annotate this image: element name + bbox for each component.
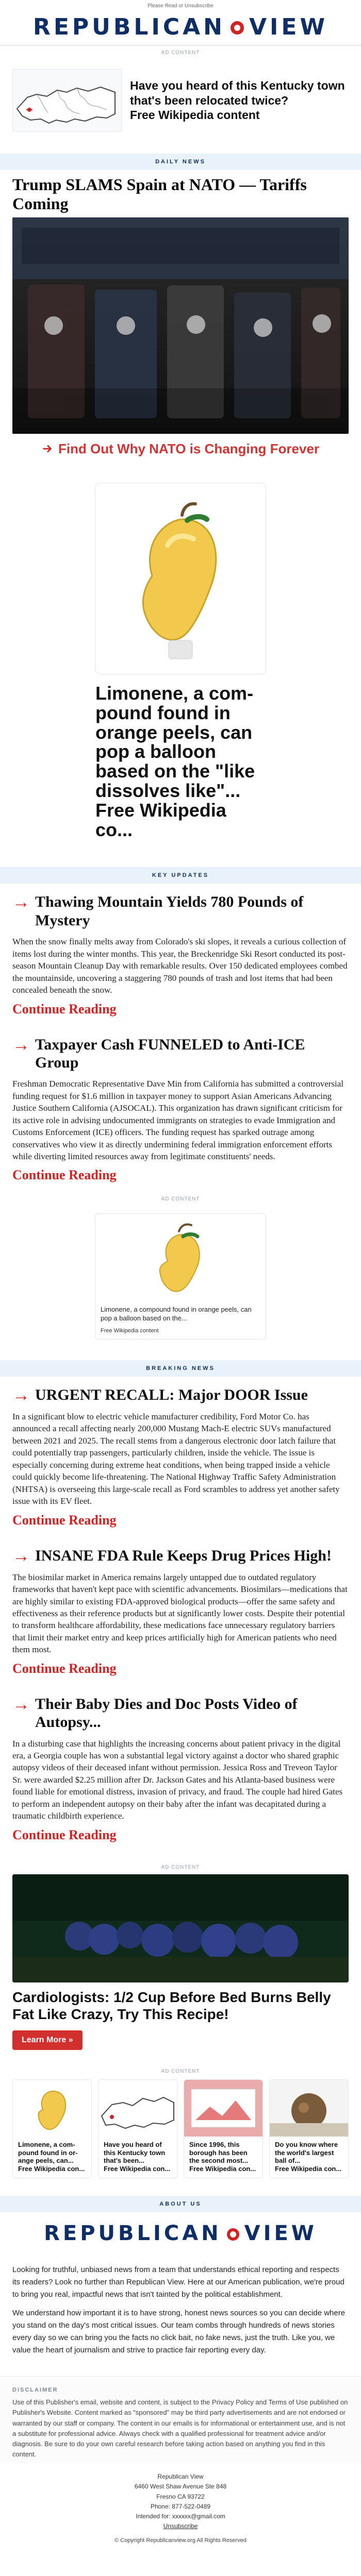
footer-line-5: Intended for: xxxxxx@gmail.com [136, 2512, 225, 2520]
limonene-ad[interactable] [0, 469, 361, 860]
about-label: ABOUT US [159, 2201, 202, 2208]
learn-more-button[interactable]: Learn More » [12, 2030, 83, 2050]
article-breaking-2 [0, 1537, 361, 1686]
article-breaking-1-body: In a significant blow to electric vehicle manufacturer credibility, Ford Motor Co. has announced a recall affecting nearly 200,000 Mustang Mach-E electric SUVs manufactured between 2021 and 2025. The recall stems from a dangerous electronic door latch failure that could potentially trap passengers, particularly children, inside the vehicle. The issue is especially concerning during extreme heat conditions, when being trapped inside a vehicle could quickly become life-threatening. The National Highway Traffic Safety Administration (NHTSA) is overseeing this large-scale recall as Ford scrambles to address yet another safety issue with its EV fleet. [12, 1411, 340, 1506]
hero-cta-link[interactable] [42, 441, 319, 457]
key-updates-section [0, 860, 361, 1355]
article-breaking-3 [0, 1686, 361, 1852]
article-breaking-3-title-text[interactable]: Their Baby Dies and Doc Posts Video of Autopsy... [35, 1695, 298, 1731]
about-section [0, 2188, 361, 2557]
article-key-2 [0, 1026, 361, 1193]
ad-tile-1-source: Free Wikipedia con... [18, 2164, 85, 2173]
copyright: © Copyright Republicanview.org All Rights Reserved [114, 2537, 247, 2544]
hero-cta-text[interactable]: Find Out Why NATO is Changing Forever [58, 440, 320, 456]
daily-news-section [0, 146, 361, 469]
ad-tile-2-image [99, 2080, 177, 2137]
kentucky-map-image [12, 69, 122, 132]
daily-headline[interactable]: Trump SLAMS Spain at NATO — Tariffs Coming [12, 175, 307, 213]
breaking-news-label: BREAKING NEWS [146, 1365, 215, 1371]
article-key-2-title-text[interactable]: Taxpayer Cash FUNNELED to Anti-ICE Group [35, 1036, 305, 1071]
article-key-2-title[interactable] [12, 1036, 349, 1072]
ad-tile-3[interactable] [184, 2079, 263, 2178]
limonene-small-image [95, 1214, 266, 1301]
brand-dot-icon [231, 21, 244, 35]
arrow-right-icon: → [12, 1694, 30, 1714]
ad-tile-2-text[interactable] [99, 2137, 177, 2178]
nato-hero-image[interactable] [12, 217, 349, 434]
limonene-small-ad[interactable] [0, 1206, 361, 1350]
ad-tile-3-source: Free Wikipedia con... [189, 2164, 256, 2173]
top-utility-text[interactable] [0, 0, 361, 9]
ad-tile-4-title[interactable]: Do you know where the world's largest ball of... [275, 2140, 338, 2165]
limonene-image [95, 483, 266, 674]
about-content [0, 2248, 361, 2367]
limonene-title[interactable]: Limonene, a com-pound found in orange peels, can pop a balloon based on the "like dissolves like"... [95, 683, 255, 802]
kentucky-ad[interactable] [0, 60, 361, 146]
brand-logo[interactable] [33, 14, 328, 40]
ad-tile-1-title[interactable]: Limonene, a com-pound found in or-ange peels, can... [18, 2140, 78, 2165]
key-updates-label: KEY UPDATES [152, 872, 209, 879]
ad-content-label-3: AD CONTENT [161, 1864, 200, 1870]
disclaimer-body: Use of this Publisher's email, website and content, is subject to the Privacy Policy and Terms of Use published on Publisher's Website. Content marked as "sponsored" may be third party advertisements and are not endorsed or warranted by our staff or company. The content in our emails is for informational or entertainment use, and is not a substitute for professional advice. Always check with a qualified professional for treatment advice and/or diagnosis. Be sure to do your own careful research before taking action based on anything you find in this content. [12, 2398, 348, 2458]
limonene-small-caption[interactable]: Limonene, a compound found in orange peels, can pop a balloon based on the... [101, 1306, 252, 1322]
limonene-source: Free Wikipedia co... [95, 799, 226, 840]
breaking-news-section [0, 1355, 361, 1852]
about-brand-logo[interactable] [0, 2212, 361, 2248]
top-notice-text[interactable]: Please Read or Unsubscribe [147, 3, 214, 9]
about-brand-left: REPUBLICAN [44, 2222, 222, 2246]
ad-tile-4-text[interactable] [270, 2137, 348, 2178]
about-paragraph-1: Looking for truthful, unbiased news from a team that understands ethical reporting and respects its readers? Look no further than Republican View. Here at our American publication, we're proud to bring you real, impactful news that isn't tainted by the political establishment. [12, 2265, 344, 2299]
article-breaking-2-body: The biosimilar market in America remains largely untapped due to outdated regulatory frameworks that haven't kept pace with scientific advancements. Biosimilars—medications that are highly similar to existing FDA-approved biological products—offer the same safety and effectiveness as their reference products but at significantly lower costs. Despite their potential to transform healthcare affordability, these medications face unnecessary regulatory barriers that limit their market entry and keep prices artificially high for American patients who need them most. [12, 1572, 348, 1655]
about-paragraph-2: We understand how important it is to have strong, honest news sources so you can decide where you stand on the day's most critical issues. Our team combs through hundreds of news stories every day so we can bring you the facts no click bait, no fake news, just the truth. Like you, we value the heart of journalism and strive to practice fair reporting every day. [12, 2309, 346, 2355]
article-breaking-3-title[interactable] [12, 1695, 349, 1732]
arrow-right-icon [42, 443, 53, 454]
arrow-right-icon: → [12, 893, 30, 912]
article-breaking-2-title-text[interactable]: INSANE FDA Rule Keeps Drug Prices High! [35, 1547, 332, 1564]
ad-content-label-4: AD CONTENT [161, 2068, 200, 2074]
ad-content-label-2: AD CONTENT [161, 1196, 200, 1202]
daily-news-band [0, 154, 361, 170]
disclaimer-title: DISCLAIMER [12, 2387, 58, 2394]
ad-tile-4[interactable] [269, 2079, 349, 2178]
continue-reading-link-1[interactable]: Continue Reading [12, 1001, 117, 1016]
article-key-1 [0, 884, 361, 1026]
ad-tiles-row [12, 2079, 349, 2178]
cardio-image [12, 1874, 349, 1982]
header [0, 9, 361, 46]
ad-tiles-section [0, 2060, 361, 2188]
article-breaking-1-title[interactable] [12, 1386, 349, 1404]
brand-left: REPUBLICAN [32, 13, 225, 40]
about-band [0, 2196, 361, 2212]
article-key-1-body: When the snow finally melts away from Colorado's ski slopes, it reveals a curious collection of items lost during the winter months. This year, the Breckenridge Ski Resort conducted its post-season Mountain Cleanup Day with remarkable results. Over 150 dedicated employees combed the mountainside, uncovering a staggering 780 pounds of trash and lost items that had been concealed beneath the snow. [12, 937, 348, 995]
footer-line-4: Phone: 877-522-0489 [150, 2502, 211, 2510]
article-key-2-body: Freshman Democratic Representative Dave Min from California has submitted a controversial funding request for $1.6 million in taxpayer money to support Asian Americans Advancing Justice Southern California (AJSOCAL). This organization has drawn significant criticism for its active role in advising undocumented immigrants on strategies to evade Immigration and Customs Enforcement (ICE) officers. The funding request has sparked outrage among conservatives who view it as directly undermining federal immigration enforcement efforts while diverting limited resources away from legitimate constituents' needs. [12, 1079, 344, 1162]
cardio-title[interactable]: Cardiologists: 1/2 Cup Before Bed Burns Belly Fat Like Crazy, Try This Recipe! [12, 1989, 331, 2023]
article-key-1-title[interactable] [12, 893, 349, 929]
breaking-news-band [0, 1360, 361, 1377]
brand-right: VIEW [249, 13, 329, 40]
footer-line-3: Fresno CA 93722 [156, 2493, 205, 2500]
continue-reading-link-5[interactable]: Continue Reading [12, 1827, 117, 1842]
ad-tile-1[interactable] [12, 2079, 92, 2178]
ad-tile-4-image [270, 2080, 348, 2137]
cardio-ad[interactable] [0, 1852, 361, 2060]
arrow-right-icon: → [12, 1546, 30, 1566]
footer [0, 2463, 361, 2557]
about-brand-right: VIEW [244, 2222, 317, 2246]
daily-news-label: DAILY NEWS [155, 159, 206, 165]
continue-reading-link-2[interactable]: Continue Reading [12, 1167, 117, 1183]
unsubscribe-link[interactable]: Unsubscribe [163, 2522, 198, 2530]
article-breaking-3-body: In a disturbing case that highlights the increasing concerns about patient privacy in the digital era, a Georgia couple has won a substantial legal victory against a doctor who shared graphic autopsy videos of their deceased infant without permission. Jessica Ross and Treveon Taylor Sr. were awarded $2.25 million after Dr. Jackson Gates and his Atlanta-based business were found liable for emotional distress, invasion of privacy, and fraud. The couple had hired Gates to perform an independent autopsy on their baby after the infant was decapitated during a traumatic childbirth experience. [12, 1738, 343, 1821]
kentucky-ad-title[interactable]: Have you heard of this Kentucky town that's been relocated twice? [130, 78, 345, 107]
arrow-right-icon: → [12, 1385, 30, 1405]
continue-reading-link-3[interactable]: Continue Reading [12, 1512, 117, 1528]
continue-reading-link-4[interactable]: Continue Reading [12, 1660, 117, 1676]
footer-line-2: 6460 West Shaw Avenue Ste 848 [134, 2483, 227, 2490]
ad-content-label-1: AD CONTENT [161, 50, 200, 56]
ad-tile-1-image [13, 2080, 91, 2137]
disclaimer [0, 2376, 361, 2463]
article-breaking-1 [0, 1377, 361, 1537]
about-brand-dot-icon [227, 2228, 239, 2241]
article-key-1-title-text[interactable]: Thawing Mountain Yields 780 Pounds of Mystery [35, 893, 304, 929]
article-breaking-2-title[interactable] [12, 1547, 349, 1565]
kentucky-ad-source: Free Wikipedia content [130, 108, 260, 122]
ad-tile-2[interactable] [98, 2079, 177, 2178]
hero-cta-row [0, 434, 361, 470]
footer-line-1: Republican View [157, 2473, 204, 2481]
article-breaking-1-title-text[interactable]: URGENT RECALL: Major DOOR Issue [35, 1386, 308, 1403]
arrow-right-icon: → [12, 1035, 30, 1055]
ad-tile-1-text[interactable] [13, 2137, 91, 2178]
ad-tile-3-title[interactable]: Since 1996, this borough has been the second most... [189, 2140, 249, 2165]
key-updates-band [0, 867, 361, 884]
ad-tile-4-source: Free Wikipedia con... [275, 2164, 342, 2173]
ad-tile-2-title[interactable]: Have you heard of this Kentucky town that's been... [104, 2140, 166, 2165]
ad-tile-3-image [184, 2080, 262, 2137]
limonene-small-source: Free Wikipedia content [101, 1327, 159, 1334]
limonene-small-card[interactable] [95, 1213, 266, 1340]
ad-tile-3-text[interactable] [184, 2137, 262, 2178]
ad-tile-2-source: Free Wikipedia con... [104, 2164, 171, 2173]
